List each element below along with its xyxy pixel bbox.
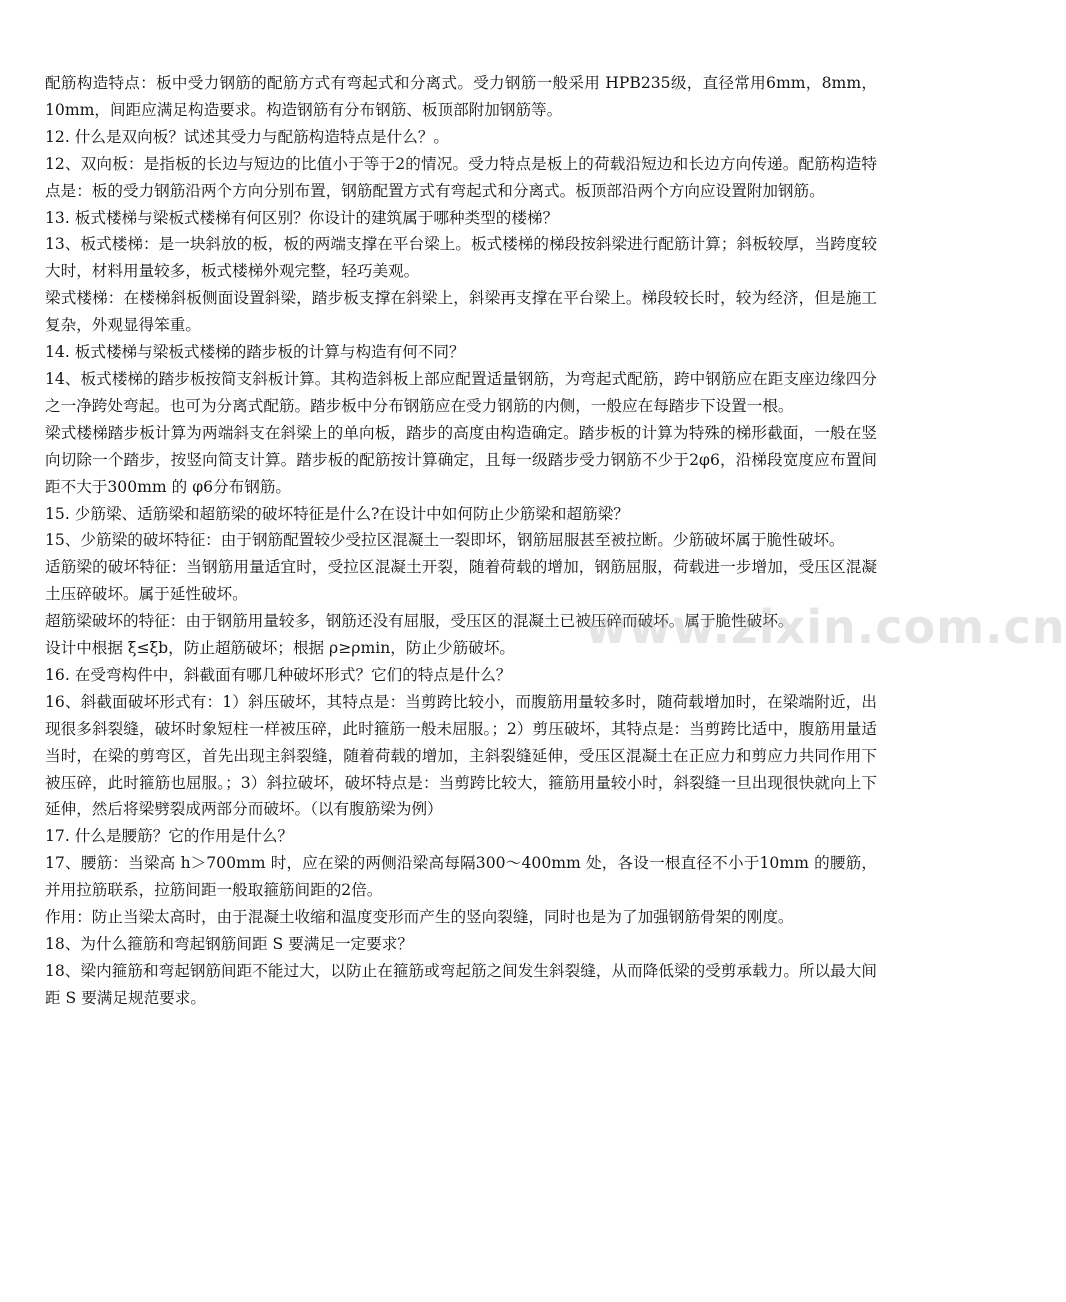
- answer-17-definition: 17、腰筋：当梁高 h＞700mm 时，应在梁的两侧沿梁高每隔300～400mm 处，各设一根直径不小于10mm 的腰筋，并用拉筋联系，拉筋间距一般取箍筋间距的2倍。: [45, 854, 877, 900]
- question-18: 18、为什么箍筋和弯起钢筋间距 S 要满足一定要求？: [45, 935, 413, 953]
- answer-13-beam-stair: 梁式楼梯：在楼梯斜板侧面设置斜梁，踏步板支撑在斜梁上，斜梁再支撑在平台梁上。梯段较长时，较为经济，但是施工复杂，外观显得笨重。: [45, 289, 877, 335]
- question-13: 13. 板式楼梯与梁板式楼梯有何区别？你设计的建筑属于哪种类型的楼梯？: [45, 208, 559, 227]
- answer-14-beam-stair: 梁式楼梯踏步板计算为两端斜支在斜梁上的单向板，踏步的高度由构造确定。踏步板的计算为特殊的梯形截面，一般在竖向切除一个踏步，按竖向简支计算。踏步板的配筋按计算确定，且每一级踏步受力钢筋不少于2φ6，沿梯段宽度应布置间距不大于300mm 的 φ6分布钢筋。: [45, 423, 877, 496]
- answer-15-under-reinforced: 15、少筋梁的破坏特征：由于钢筋配置较少受拉区混凝土一裂即坏，钢筋屈服甚至被拉断。少筋破坏属于脆性破坏。: [45, 531, 845, 550]
- answer-16: 16、斜截面破坏形式有：1）斜压破坏，其特点是：当剪跨比较小，而腹筋用量较多时，随荷载增加时，在梁端附近，出现很多斜裂缝，破坏时象短柱一样被压碎，此时箍筋一般未屈服。；2）剪压破坏，其特点是：当剪跨比适中，腹筋用量适当时，在梁的剪弯区，首先出现主斜裂缝，随着荷载的增加，主斜裂缝延伸，受压区混凝土在正应力和剪应力共同作用下被压碎，此时箍筋也屈服。；3）斜拉破坏，破坏特点是：当剪跨比较大，箍筋用量较小时，斜裂缝一旦出现很快就向上下延伸，然后将梁劈裂成两部分而破坏。（以有腹筋梁为例）: [45, 692, 877, 819]
- answer-15-design-criteria: 设计中根据 ξ≤ξb，防止超筋破坏；根据 ρ≥ρmin，防止少筋破坏。: [45, 639, 516, 658]
- document-body: [45, 70, 877, 1012]
- question-12: 12. 什么是双向板？试述其受力与配筋构造特点是什么？。: [45, 127, 450, 146]
- answer-14-slab-stair: 14、板式楼梯的踏步板按简支斜板计算。其构造斜板上部应配置适量钢筋，为弯起式配筋，跨中钢筋应在距支座边缘四分之一净跨处弯起。也可为分离式配筋。踏步板中分布钢筋应在受力钢筋的内侧，一般应在每踏步下设置一根。: [45, 369, 877, 415]
- question-14: 14. 板式楼梯与梁板式楼梯的踏步板的计算与构造有何不同？: [45, 343, 465, 362]
- answer-15-over-reinforced: 超筋梁破坏的特征：由于钢筋用量较多，钢筋还没有屈服，受压区的混凝土已被压碎而破坏。属于脆性破坏。: [45, 612, 794, 631]
- answer-13-slab-stair: 13、板式楼梯：是一块斜放的板，板的两端支撑在平台梁上。板式楼梯的梯段按斜梁进行配筋计算；斜板较厚，当跨度较大时，材料用量较多，板式楼梯外观完整，轻巧美观。: [45, 235, 877, 281]
- answer-12: 12、双向板：是指板的长边与短边的比值小于等于2的情况。受力特点是板上的荷载沿短边和长边方向传递。配筋构造特点是：板的受力钢筋沿两个方向分别布置，钢筋配置方式有弯起式和分离式。板顶部沿两个方向应设置附加钢筋。: [45, 154, 877, 200]
- paragraph-rebar-detailing: 配筋构造特点：板中受力钢筋的配筋方式有弯起式和分离式。受力钢筋一般采用 HPB235级，直径常用6mm，8mm，10mm，间距应满足构造要求。构造钢筋有分布钢筋、板顶部附加钢筋等。: [45, 74, 877, 119]
- answer-15-balanced: 适筋梁的破坏特征：当钢筋用量适宜时，受拉区混凝土开裂，随着荷载的增加，钢筋屈服，荷载进一步增加，受压区混凝土压碎破坏。属于延性破坏。: [45, 558, 877, 604]
- question-15: 15. 少筋梁、适筋梁和超筋梁的破坏特征是什么?在设计中如何防止少筋梁和超筋梁？: [45, 504, 629, 523]
- question-16: 16. 在受弯构件中，斜截面有哪几种破坏形式？它们的特点是什么？: [45, 665, 512, 684]
- answer-18: 18、梁内箍筋和弯起钢筋间距不能过大，以防止在箍筋或弯起筋之间发生斜裂缝，从而降低梁的受剪承载力。所以最大间距 S 要满足规范要求。: [45, 961, 877, 1007]
- watermark: www.zixin.com.cn: [585, 600, 1066, 654]
- question-17: 17. 什么是腰筋？它的作用是什么？: [45, 827, 294, 846]
- answer-17-function: 作用：防止当梁太高时，由于混凝土收缩和温度变形而产生的竖向裂缝，同时也是为了加强钢筋骨架的刚度。: [45, 908, 794, 927]
